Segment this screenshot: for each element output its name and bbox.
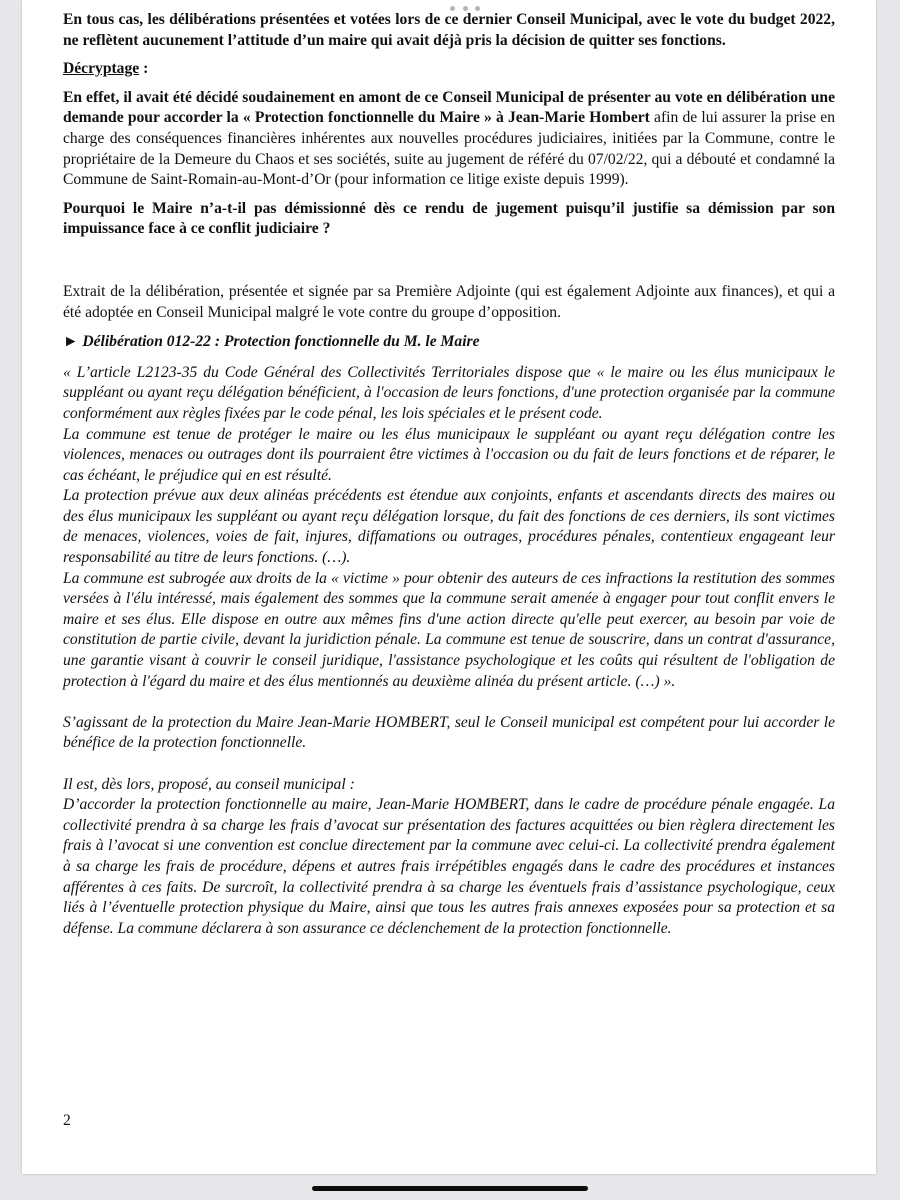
deliberation-quote	[63, 363, 835, 940]
propose-paragraph: Il est, dès lors, proposé, au conseil municipal :	[63, 775, 355, 793]
quote-paragraph-2: La commune est tenue de protéger le maire ou les élus municipaux le suppléant ou ayant reçu délégation contre les violences, menaces ou outrages dont ils pourraient être victimes à l'occasion ou du fait de leurs fonctions et de réparer, le cas échéant, le préjudice qui en est résulté.	[63, 425, 835, 484]
agissant-paragraph: S’agissant de la protection du Maire Jean-Marie HOMBERT, seul le Conseil municipal est compétent pour lui accorder le bénéfice de la protection fonctionnelle.	[63, 713, 835, 752]
page-number: 2	[63, 1112, 71, 1129]
home-indicator[interactable]	[312, 1186, 588, 1191]
intro-paragraph: En tous cas, les délibérations présentées et votées lors de ce dernier Conseil Municipal, avec le vote du budget 2022, ne reflètent aucunement l’attitude d’un maire qui avait déjà pris la décision de quitter ses fonctions.	[63, 11, 835, 49]
quote-paragraph-3: La protection prévue aux deux alinéas précédents est étendue aux conjoints, enfants et ascendants directs des maires ou des élus municipaux les suppléant ou ayant reçu délégation lorsque, du fait des fonctions de ces derniers, ils sont victimes de menaces, violences, voies de fait, injures, diffamations ou outrages, procédures pénales, contentieux engageant leur responsabilité au titre de leurs fonctions. (…).	[63, 487, 835, 567]
quote-paragraph-1: « L’article L2123-35 du Code Général des Collectivités Territoriales dispose que « le maire ou les élus municipaux le suppléant ou ayant reçu délégation bénéficient, à l'occasion de leurs fonctions, d'une protection organisée par la commune conformément aux règles fixées par le code pénal, les lois spéciales et le présent code.	[63, 363, 835, 422]
deliberation-title: ► Délibération 012-22 : Protection fonctionnelle du M. le Maire	[63, 333, 480, 351]
effect-bold-text: En effet, il avait été décidé soudainement en amont de ce Conseil Municipal de présenter au vote en délibération une demande pour accorder la « Protection fonctionnelle du Maire » à Jean-Marie Hombert	[63, 88, 835, 127]
extrait-paragraph: Extrait de la délibération, présentée et signée par sa Première Adjointe (qui est également Adjointe aux finances), et qui a été adoptée en Conseil Municipal malgré le vote contre du groupe d’opposition.	[63, 282, 835, 321]
effect-paragraph	[63, 88, 835, 191]
decryptage-colon: :	[139, 60, 149, 78]
accorder-paragraph: D’accorder la protection fonctionnelle au maire, Jean-Marie HOMBERT, dans le cadre de procédure pénale engagée. La collectivité prendra à sa charge les frais d’avocat sur présentation des factures acquittées ou bien règlera directement les frais à l’avocat si une convention est conclue directement par la commune avec celui-ci. La collectivité prendra également à sa charge les frais de procédure, dépens et autres frais irrépétibles engagés dans le cadre des procédures et instances afférentes à ces faits. De surcroît, la collectivité prendra à sa charge les éventuels frais d’assistance psychologique, ceux liés à l’éventuelle protection physique du Maire, ainsi que tous les autres frais annexes exposées pour sa protection et sa défense. La commune déclarera à son assurance ce déclenchement de la protection fonctionnelle.	[63, 796, 835, 937]
document-page	[22, 0, 876, 1174]
decryptage-heading	[63, 59, 835, 80]
decryptage-label: Décryptage	[63, 60, 140, 78]
question-paragraph: Pourquoi le Maire n’a-t-il pas démissionné dès ce rendu de jugement puisqu’il justifie sa démission par son impuissance face à ce conflit judiciaire ?	[63, 199, 835, 238]
quote-paragraph-4: La commune est subrogée aux droits de la « victime » pour obtenir des auteurs de ces infractions la restitution des sommes versées à l'élu intéressé, mais également des sommes que la commune serait amenée à engager pour tout conflit envers le maire et ses élus. Elle dispose en outre aux mêmes fins d'une action directe qu'elle peut exercer, au besoin par voie de constitution de partie civile, devant la juridiction pénale. La commune est tenue de souscrire, dans un contrat d'assurance, une garantie visant à couvrir le conseil juridique, l'assistance psychologique et les coûts qui résultent de l'obligation de protection à l'égard du maire et des élus mentionnés au deuxième alinéa du présent article. (…) ».	[63, 569, 835, 690]
document-body	[63, 10, 835, 939]
effect-regular-text: afin de lui assurer la prise en charge des conséquences financières inhérentes aux nouvelles procédures judiciaires, initiées par la Commune, contre le propriétaire de la Demeure du Chaos et ses sociétés, suite au jugement de référé du 07/02/22, qui a débouté et condamné la Commune de Saint-Romain-au-Mont-d’Or (pour information ce litige existe depuis 1999).	[63, 109, 835, 189]
